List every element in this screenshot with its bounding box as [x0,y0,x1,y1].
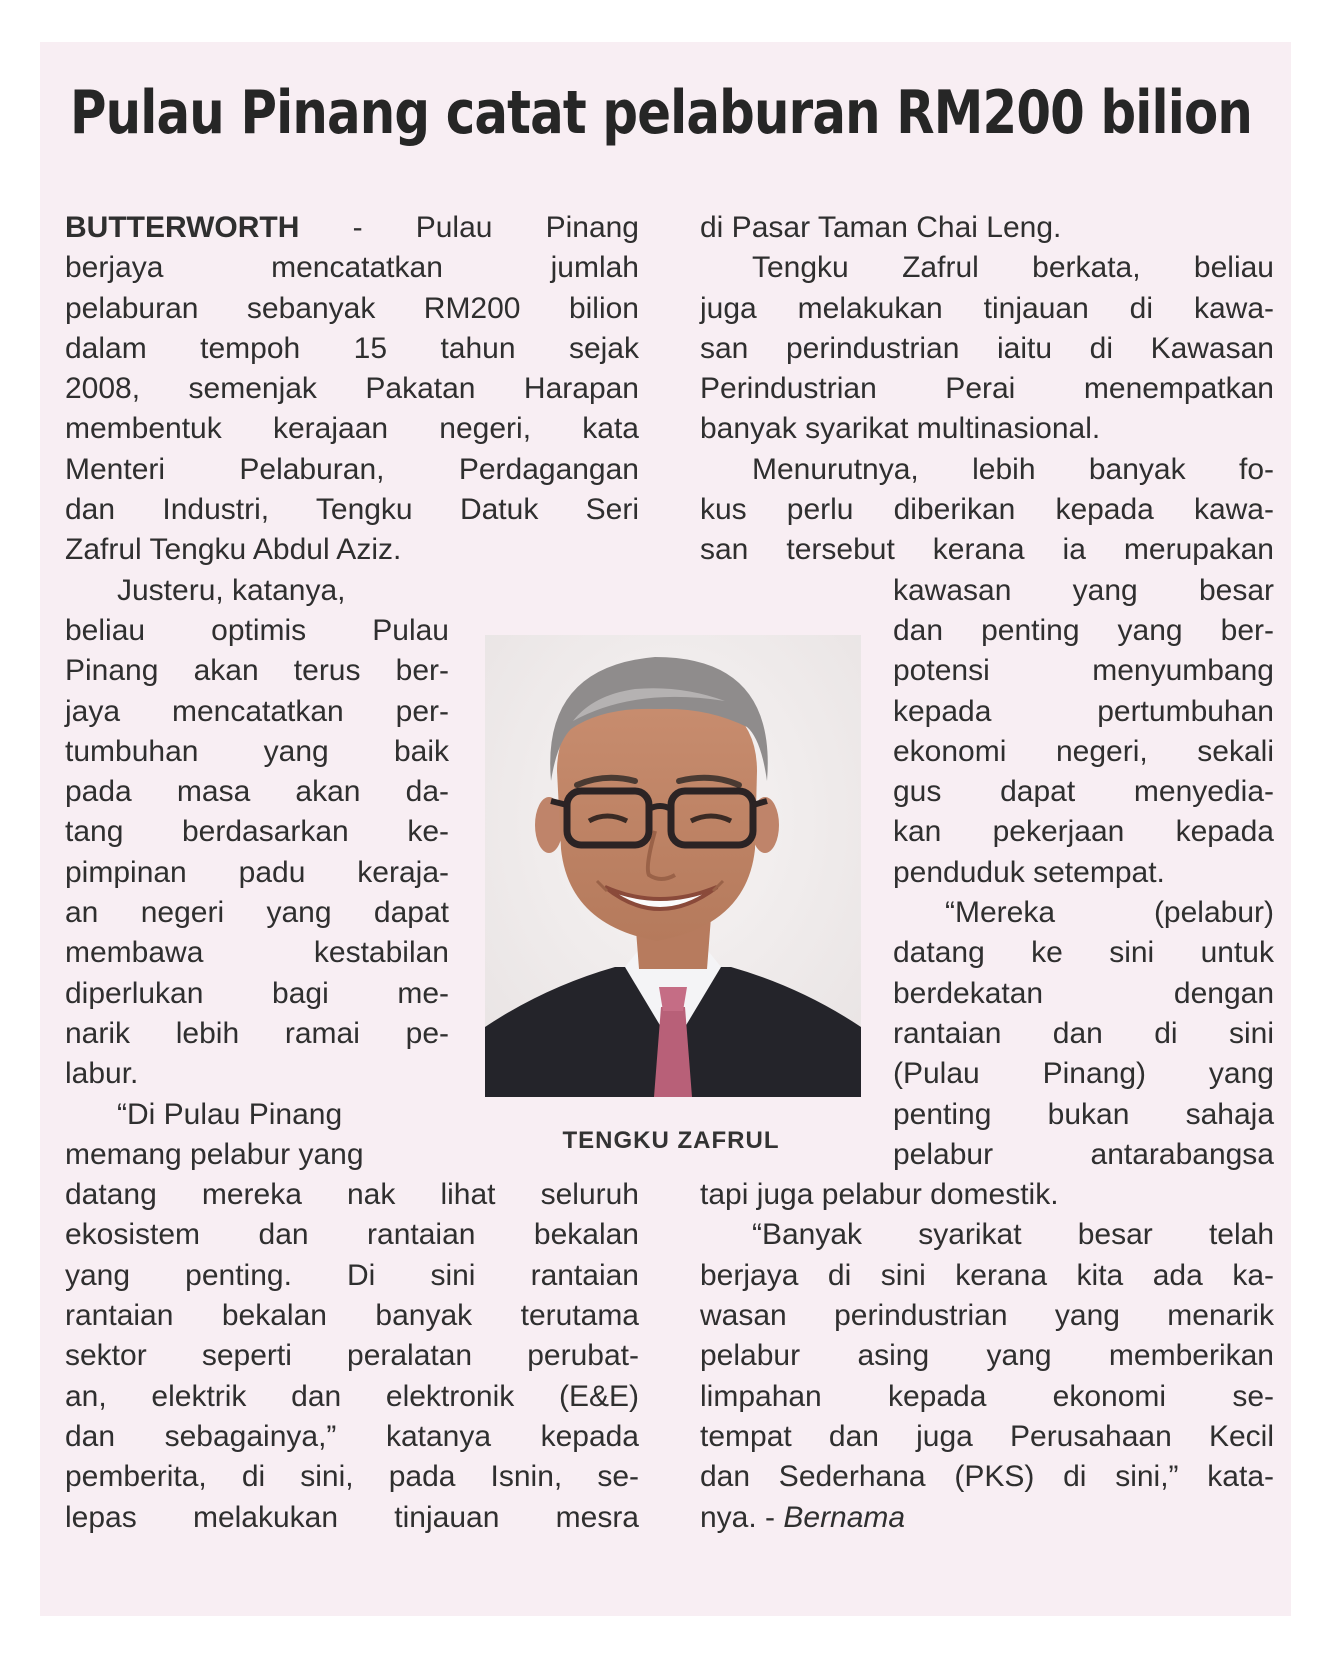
text-line: pelabur asing yang memberikan [700,1339,1274,1373]
text-line: datang mereka nak lihat seluruh [65,1178,639,1212]
text-line: Zafrul Tengku Abdul Aziz. [65,533,402,567]
text-line: ekonomi negeri, sekali [893,734,1274,768]
text-line: kus perlu diberikan kepada kawa- [700,493,1274,527]
text-line: tumbuhan yang baik [65,734,449,768]
wrap-block-right [893,571,1274,1175]
text-line: membawa kestabilan [65,936,449,970]
text-line: kan pekerjaan kepada [893,815,1274,849]
text-line: Menurutnya, lebih banyak fo- [752,452,1274,486]
text-line: dan Industri, Tengku Datuk Seri [65,493,639,527]
text-line: Pinang akan terus ber- [65,654,449,688]
headline: Pulau Pinang catat pelaburan RM200 bilion [70,78,1253,148]
text-line: di Pasar Taman Chai Leng. [700,211,1062,244]
dateline: BUTTERWORTH [65,211,300,244]
portrait-photo [485,635,861,1097]
text-line: lepas melakukan tinjauan mesra [65,1500,639,1534]
text-line: rantaian bekalan banyak terutama [65,1299,639,1333]
text-line: dalam tempoh 15 tahun sejak [65,331,639,365]
text-line: beliau optimis Pulau [65,613,449,647]
text-line: 2008, semenjak Pakatan Harapan [65,372,639,406]
text-line: yang penting. Di sini rantaian [65,1258,639,1292]
text-line: pimpinan padu keraja- [65,855,449,889]
text-line: pelaburan sebanyak RM200 bilion [65,291,639,325]
portrait-illustration [485,635,861,1097]
text-line: Menteri Pelaburan, Perdagangan [65,452,639,486]
text-line: gus dapat menyedia- [893,775,1274,809]
text-line: pada masa akan da- [65,775,449,809]
text-line: pelabur antarabangsa [893,1137,1274,1171]
source-credit: Bernama [783,1500,906,1534]
text-line: berjaya di sini kerana kita ada ka- [700,1258,1274,1292]
text-line: nya. - Bernama [700,1500,906,1534]
text-line: limpahan kepada ekonomi se- [700,1379,1274,1413]
text-line: memang pelabur yang [65,1137,364,1171]
text-line: jaya mencatatkan per- [65,694,449,728]
text-line: diperlukan bagi me- [65,976,449,1010]
text-line: juga melakukan tinjauan di kawa- [700,291,1274,325]
text-line: tempat dan juga Perusahaan Kecil [700,1419,1274,1453]
text-line: berjaya mencatatkan jumlah [65,251,639,285]
text-line: labur. [65,1057,139,1091]
text-line: berdekatan dengan [893,976,1274,1010]
text-line: “Banyak syarikat besar telah [752,1218,1274,1252]
wrap-block-left [65,571,449,1175]
text-line: sektor seperti peralatan perubat- [65,1339,639,1373]
text-line: dan Sederhana (PKS) di sini,” kata- [700,1460,1274,1494]
text-line: wasan perindustrian yang menarik [700,1299,1274,1333]
text-line: narik lebih ramai pe- [65,1016,449,1050]
text-line: ekosistem dan rantaian bekalan [65,1218,639,1252]
text-line: dan sebagainya,” katanya kepada [65,1419,639,1453]
photo-caption: TENGKU ZAFRUL [562,1127,780,1154]
text-line: datang ke sini untuk [893,936,1274,970]
text-line: Tengku Zafrul berkata, beliau [752,251,1274,285]
text-line: san perindustrian iaitu di Kawasan [700,331,1274,365]
text-line: an negeri yang dapat [65,896,449,930]
text-line: “Di Pulau Pinang [117,1097,343,1131]
text-line: banyak syarikat multinasional. [700,412,1101,446]
text-line: (Pulau Pinang) yang [893,1057,1274,1091]
text-line: penduduk setempat. [893,855,1165,889]
text-line: Justeru, katanya, [117,573,346,607]
text-line: kawasan yang besar [893,573,1274,607]
text-line: an, elektrik dan elektronik (E&E) [65,1379,639,1413]
text-line: tapi juga pelabur domestik. [700,1178,1059,1212]
text-line: tang berdasarkan ke- [65,815,449,849]
text-line: potensi menyumbang [893,654,1274,688]
text-line: “Mereka (pelabur) [945,896,1274,930]
text-line: Perindustrian Perai menempatkan [700,372,1274,406]
text-line: membentuk kerajaan negeri, kata [65,412,639,446]
text-line: kepada pertumbuhan [893,694,1274,728]
text-line: penting bukan sahaja [893,1097,1274,1131]
text-line: BUTTERWORTH - Pulau Pinang [65,211,639,244]
text-line: dan penting yang ber- [893,613,1274,647]
text-line: san tersebut kerana ia merupakan [700,533,1274,567]
text-line: rantaian dan di sini [893,1016,1274,1050]
text-line: pemberita, di sini, pada Isnin, se- [65,1460,639,1494]
